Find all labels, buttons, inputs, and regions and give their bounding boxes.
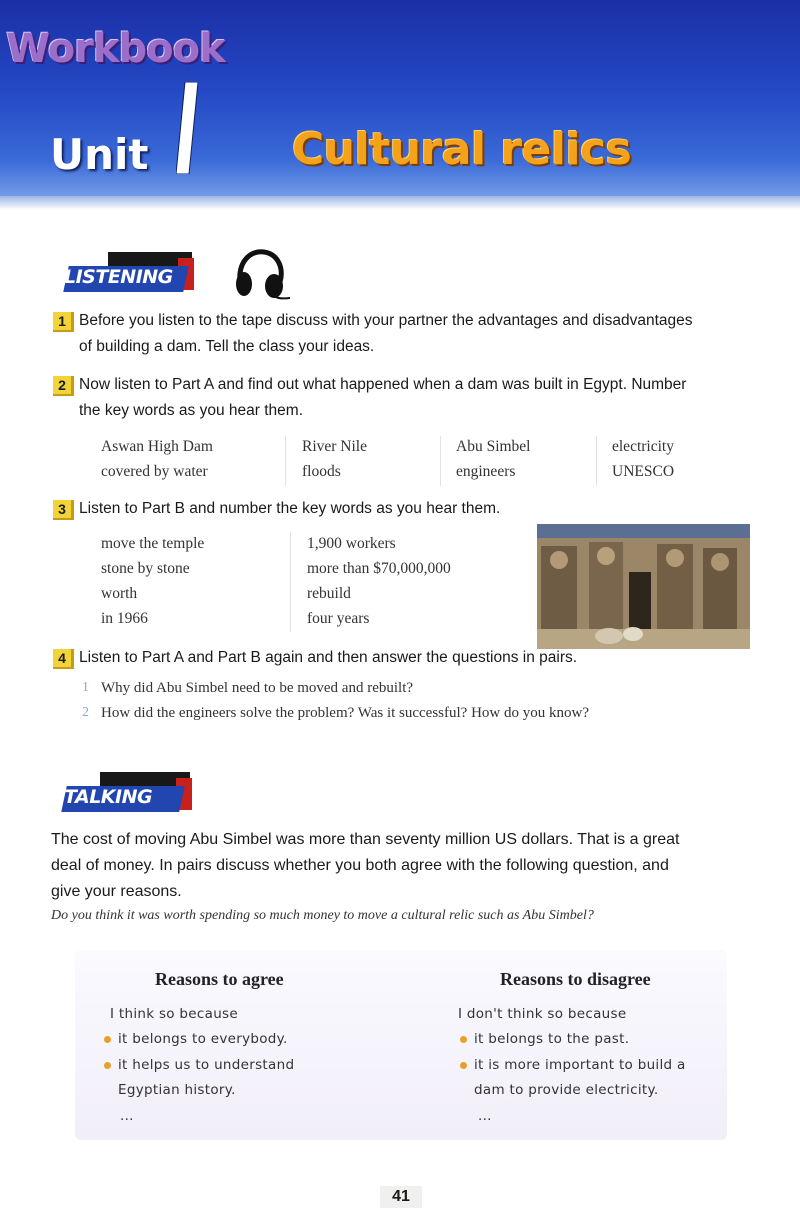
talking-label-text: TALKING [64, 786, 153, 808]
key-word: stone by stone [101, 560, 190, 577]
task-2-line-1: Now listen to Part A and find out what happened when a dam was built in Egypt. Number [79, 376, 687, 393]
key-word: worth [101, 585, 138, 602]
agree-reason-2-cont: Egyptian history. [118, 1082, 236, 1098]
key-word: four years [307, 610, 370, 627]
column-divider [440, 436, 441, 486]
bullet-dot [104, 1036, 111, 1043]
key-word: more than $70,000,000 [307, 560, 451, 577]
reasons-agree-title: Reasons to agree [155, 969, 284, 989]
question-number: 1 [82, 680, 89, 695]
disagree-reason-2-cont: dam to provide electricity. [474, 1082, 659, 1098]
reasons-disagree-title: Reasons to disagree [500, 969, 651, 989]
bullet-dot [460, 1062, 467, 1069]
key-word: Aswan High Dam [101, 438, 213, 455]
talking-paragraph-line: give your reasons. [51, 883, 182, 900]
key-word: electricity [612, 438, 674, 455]
disagree-reason-2: it is more important to build a [474, 1057, 686, 1073]
column-divider [290, 532, 291, 632]
column-divider [596, 436, 597, 486]
abu-simbel-photo [537, 521, 750, 649]
key-word: 1,900 workers [307, 535, 396, 552]
task-4-line-1: Listen to Part A and Part B again and then answer the questions in pairs. [79, 649, 578, 666]
question-text: Why did Abu Simbel need to be moved and rebuilt? [101, 680, 414, 696]
question-text: How did the engineers solve the problem? Was it successful? How do you know? [101, 705, 589, 721]
task-number-badge: 2 [53, 376, 74, 396]
talking-section-label [60, 772, 195, 812]
page-number: 41 [380, 1186, 422, 1208]
talking-paragraph-line: The cost of moving Abu Simbel was more than seventy million US dollars. That is a great [51, 831, 680, 848]
unit-label: Unit [50, 130, 149, 179]
key-word: covered by water [101, 463, 208, 480]
bullet-dot [104, 1062, 111, 1069]
task-1-line-1: Before you listen to the tape discuss with your partner the advantages and disadvantages [79, 312, 693, 329]
key-word: UNESCO [612, 463, 675, 480]
agree-intro: I think so because [110, 1006, 238, 1022]
listening-label-text: LISTENING [64, 266, 173, 288]
disagree-intro: I don't think so because [458, 1006, 627, 1022]
agree-more: ... [120, 1108, 134, 1124]
task-number-badge: 1 [53, 312, 74, 332]
key-word: Abu Simbel [456, 438, 531, 455]
task-1-line-2: of building a dam. Tell the class your ideas. [79, 338, 375, 355]
disagree-more: ... [478, 1108, 492, 1124]
unit-title: Cultural relics [292, 124, 632, 175]
listening-section-label [60, 252, 195, 292]
headphones-icon [230, 246, 290, 302]
key-word: River Nile [302, 438, 367, 455]
key-word: move the temple [101, 535, 205, 552]
bullet-dot [460, 1036, 467, 1043]
key-word: engineers [456, 463, 516, 480]
discussion-question: Do you think it was worth spending so much money to move a cultural relic such as Abu Simbel? [51, 908, 594, 923]
disagree-reason-1: it belongs to the past. [474, 1031, 630, 1047]
agree-reason-1: it belongs to everybody. [118, 1031, 288, 1047]
key-word: in 1966 [101, 610, 148, 627]
task-3-line-1: Listen to Part B and number the key words as you hear them. [79, 500, 501, 517]
key-word: floods [302, 463, 341, 480]
question-number: 2 [82, 705, 89, 720]
header-fade [0, 196, 800, 210]
workbook-title: Workbook [6, 26, 225, 72]
column-divider [285, 436, 286, 486]
agree-reason-2: it helps us to understand [118, 1057, 295, 1073]
key-word: rebuild [307, 585, 351, 602]
talking-paragraph-line: deal of money. In pairs discuss whether you both agree with the following question, and [51, 857, 669, 874]
unit-number-one [176, 82, 198, 174]
task-number-badge: 4 [53, 649, 74, 669]
task-2-line-2: the key words as you hear them. [79, 402, 304, 419]
task-number-badge: 3 [53, 500, 74, 520]
